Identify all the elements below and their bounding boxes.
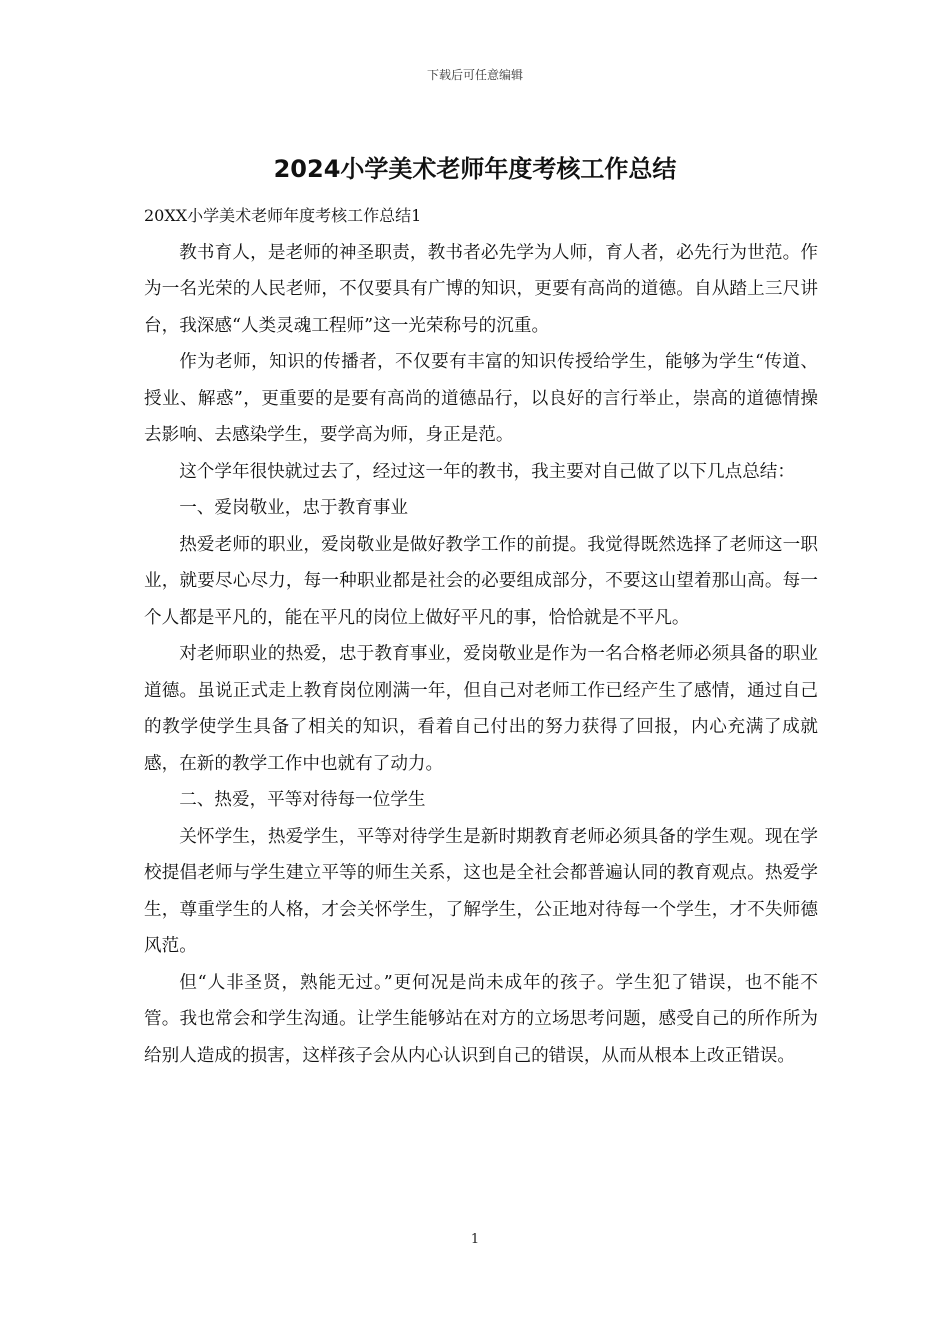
section-heading: 一、爱岗敬业，忠于教育事业 bbox=[179, 498, 408, 518]
page-number: 1 bbox=[470, 1232, 480, 1247]
document-title: 2024小学美术老师年度考核工作总结 bbox=[273, 155, 677, 183]
paragraph: 但“人非圣贤，熟能无过。”更何况是尚未成年的孩子。学生犯了错误，也不能不管。我也常会和学生沟通。让学生能够站在对方的立场思考问题，感受自己的所作所为给别人造成的损害，这样孩子会从内心认识到自己的错误，从而从根本上改正错误。 bbox=[144, 972, 818, 1066]
paragraph: 对老师职业的热爱，忠于教育事业，爱岗敬业是作为一名合格老师必须具备的职业道德。虽说正式走上教育岗位刚满一年，但自己对老师工作已经产生了感情，通过自己的教学使学生具备了相关的知识，看着自己付出的努力获得了回报，内心充满了成就感，在新的教学工作中也就有了动力。 bbox=[144, 644, 818, 774]
document-body bbox=[144, 198, 818, 1074]
paragraph: 关怀学生，热爱学生，平等对待学生是新时期教育老师必须具备的学生观。现在学校提倡老师与学生建立平等的师生关系，这也是全社会都普遍认同的教育观点。热爱学生，尊重学生的人格，才会关怀学生，了解学生，公正地对待每一个学生，才不失师德风范。 bbox=[144, 826, 818, 956]
paragraph: 教书育人，是老师的神圣职责，教书者必先学为人师，育人者，必先行为世范。作为一名光荣的人民老师，不仅要具有广博的知识，更要有高尚的道德。自从踏上三尺讲台，我深感“人类灵魂工程师”这一光荣称号的沉重。 bbox=[144, 242, 818, 336]
section-heading: 二、热爱，平等对待每一位学生 bbox=[179, 790, 426, 810]
paragraph: 作为老师，知识的传播者，不仅要有丰富的知识传授给学生，能够为学生“传道、授业、解惑”，更重要的是要有高尚的道德品行，以良好的言行举止，崇高的道德情操去影响、去感染学生，要学高为师，身正是范。 bbox=[144, 352, 818, 445]
paragraph: 这个学年很快就过去了，经过这一年的教书，我主要对自己做了以下几点总结： bbox=[179, 461, 795, 482]
document-subtitle: 20XX小学美术老师年度考核工作总结1 bbox=[144, 206, 422, 225]
header-note: 下载后可任意编辑 bbox=[426, 68, 523, 82]
paragraph: 热爱老师的职业，爱岗敬业是做好教学工作的前提。我觉得既然选择了老师这一职业，就要尽心尽力，每一种职业都是社会的必要组成部分，不要这山望着那山高。每一个人都是平凡的，能在平凡的岗位上做好平凡的事，恰恰就是不平凡。 bbox=[144, 534, 818, 628]
